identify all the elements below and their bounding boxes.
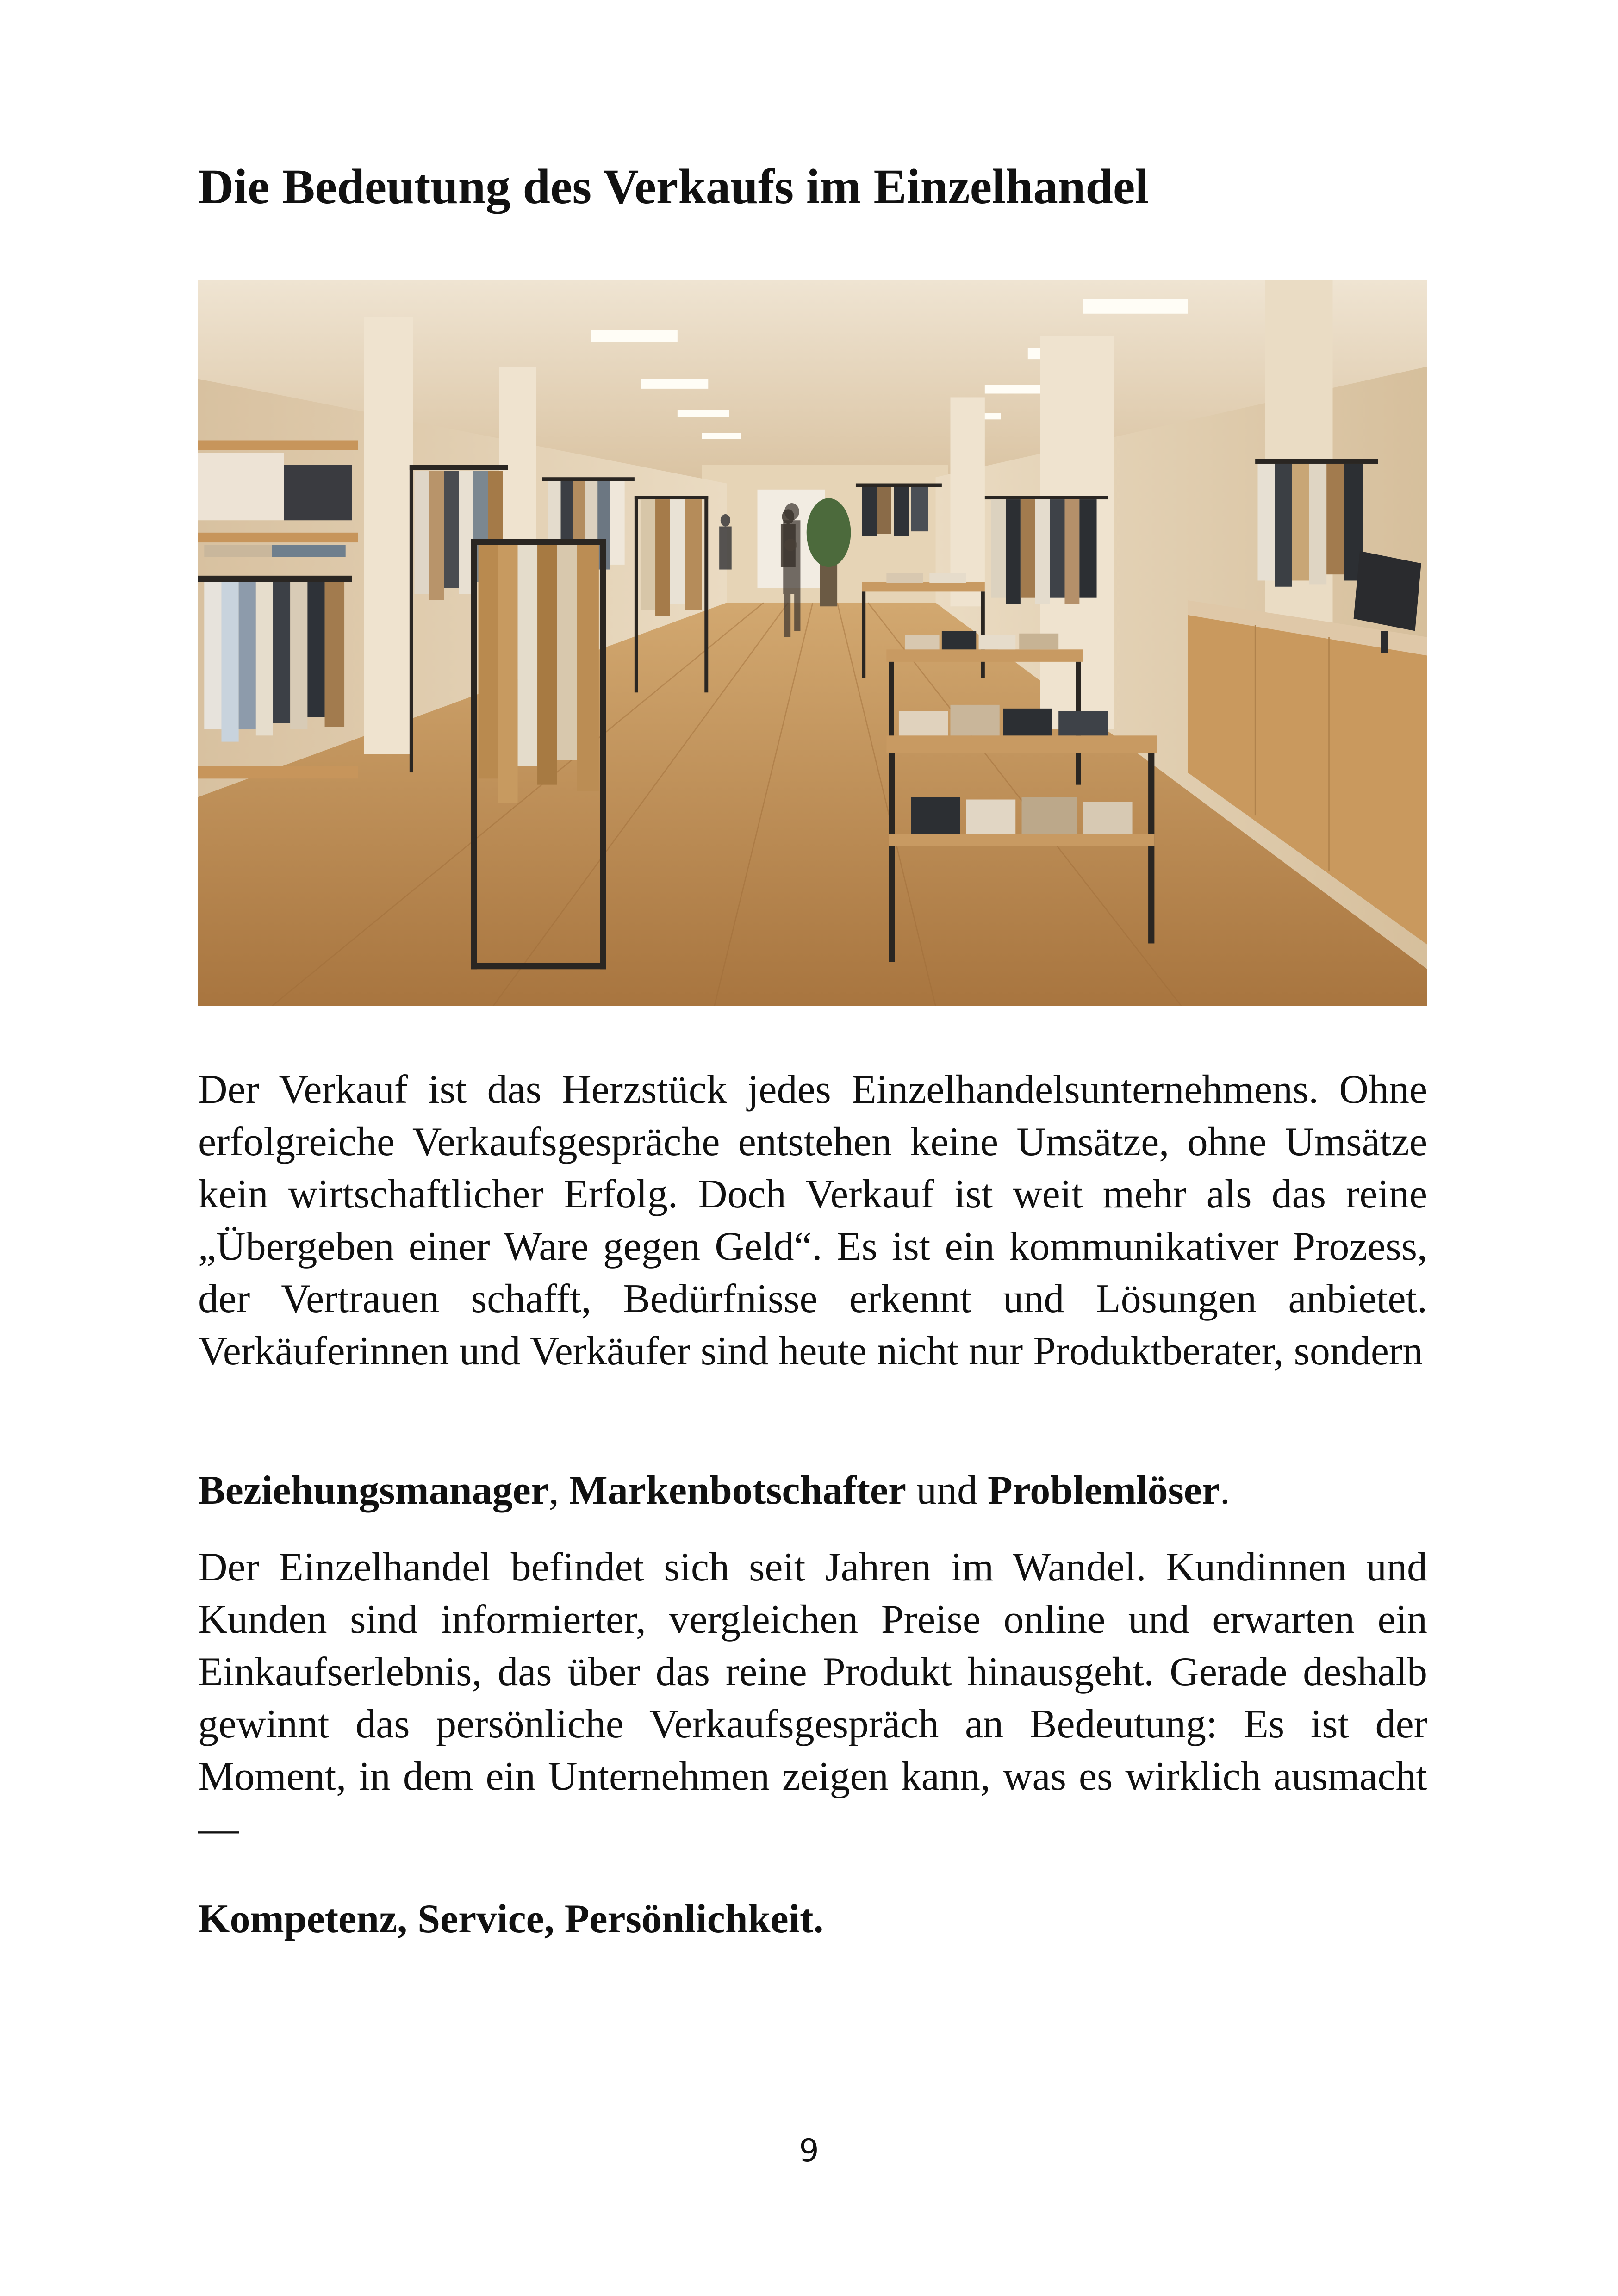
store-interior-image bbox=[198, 280, 1427, 1006]
page-number: 9 bbox=[799, 2133, 819, 2169]
page-title: Die Bedeutung des Verkaufs im Einzelhandel bbox=[198, 160, 1149, 214]
summary-keywords: Kompetenz, Service, Persönlichkeit. bbox=[198, 1897, 824, 1941]
term-markenbotschafter: Markenbotschafter bbox=[569, 1468, 907, 1513]
term-problemloeser: Problemlöser bbox=[988, 1468, 1220, 1513]
paragraph-summary bbox=[198, 1893, 1427, 1945]
paragraph-intro: Der Verkauf ist das Herzstück jedes Einzelhandelsunternehmens. Ohne erfolgreiche Verkaufsgespräche entstehen keine Umsätze, ohne Umsätze kein wirtschaftlicher Erfolg. Doch Verkauf ist weit mehr als das reine „Übergeben einer Ware gegen Geld“. Es ist ein kommunikativer Prozess, der Vertrauen schafft, Bedürfnisse erkennt und Lösungen anbietet. Verkäuferinnen und Verkäufer sind heute nicht nur Produktberater, sondern bbox=[198, 1067, 1427, 1374]
term-beziehungsmanager: Beziehungsmanager bbox=[198, 1468, 549, 1513]
separator-period: . bbox=[1220, 1468, 1230, 1513]
paragraph-roles bbox=[198, 1464, 1427, 1517]
separator-und: und bbox=[906, 1468, 988, 1513]
separator-comma: , bbox=[548, 1468, 569, 1513]
paragraph-wandel: Der Einzelhandel befindet sich seit Jahren im Wandel. Kundinnen und Kunden sind informierter, vergleichen Preise online und erwarten ein Einkaufserlebnis, das über das reine Produkt hinausgeht. Gerade deshalb gewinnt das persönliche Verkaufsgespräch an Bedeutung: Es ist der Moment, in dem ein Unternehmen zeigen kann, was es wirklich ausmacht — bbox=[198, 1545, 1427, 1851]
